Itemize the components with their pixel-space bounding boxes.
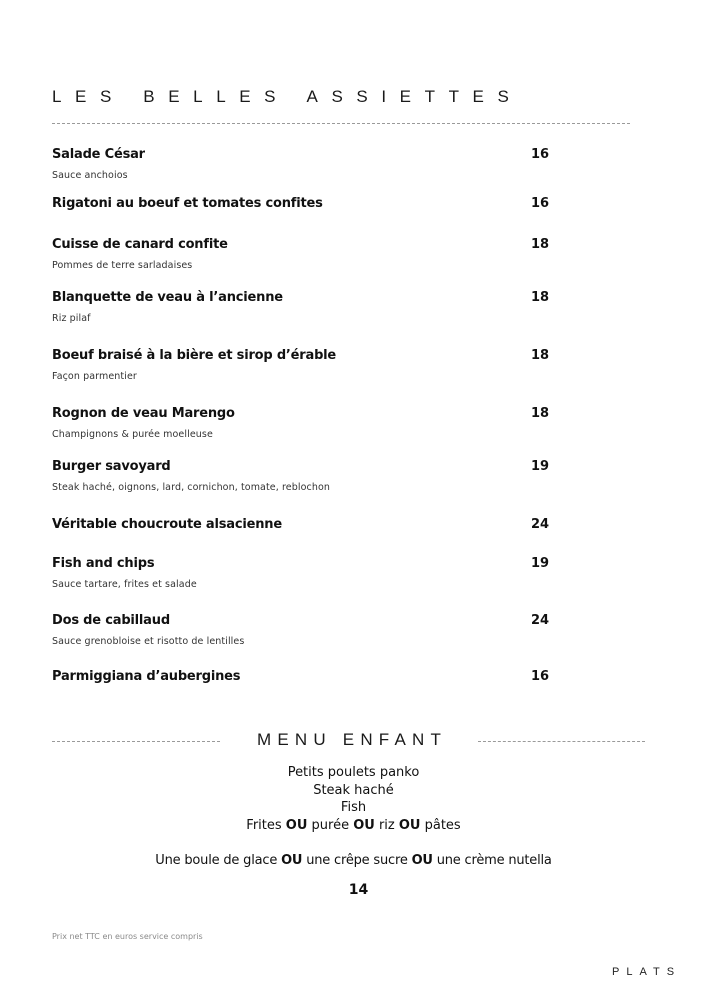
menu-item xyxy=(52,517,552,532)
menu-item-name: Boeuf braisé à la bière et sirop d’érable xyxy=(52,348,337,363)
menu-item-name: Cuisse de canard confite xyxy=(52,237,228,252)
section-divider xyxy=(52,123,630,124)
menu-enfant-price: 14 xyxy=(348,882,369,898)
menu-item xyxy=(52,348,552,382)
menu-item-description: Steak haché, oignons, lard, cornichon, tomate, reblochon xyxy=(52,482,330,493)
or-keyword: OU xyxy=(285,817,308,833)
or-keyword: OU xyxy=(353,817,375,833)
menu-enfant-header xyxy=(52,730,645,750)
menu-item-description: Sauce grenobloise et risotto de lentilles xyxy=(52,636,245,647)
menu-item-name: Fish and chips xyxy=(52,556,155,571)
menu-item-price: 18 xyxy=(530,237,550,252)
or-keyword: OU xyxy=(411,853,433,868)
price-footnote: Prix net TTC en euros service compris xyxy=(52,932,203,941)
or-keyword: OU xyxy=(398,817,421,833)
menu-enfant-title: MENU ENFANT xyxy=(257,730,448,749)
enfant-main-3: Fish xyxy=(340,800,367,815)
side-puree: purée xyxy=(307,817,354,833)
menu-item-price: 18 xyxy=(530,290,550,305)
menu-item-name: Burger savoyard xyxy=(52,459,171,474)
menu-item-name: Rognon de veau Marengo xyxy=(52,406,235,421)
page-label: PLATS xyxy=(612,966,682,978)
menu-item-description: Champignons & purée moelleuse xyxy=(52,429,213,440)
menu-enfant-choices xyxy=(0,764,707,834)
menu-item-price: 18 xyxy=(530,348,550,363)
menu-item xyxy=(52,459,552,493)
menu-item xyxy=(52,406,552,440)
enfant-main-1: Petits poulets panko xyxy=(287,765,420,780)
dessert-glace: Une boule de glace xyxy=(155,853,282,868)
menu-item-name: Dos de cabillaud xyxy=(52,613,170,628)
dessert-nutella: une crème nutella xyxy=(432,853,552,868)
menu-item-price: 19 xyxy=(530,459,550,474)
menu-item xyxy=(52,237,552,271)
menu-item-description: Sauce tartare, frites et salade xyxy=(52,579,197,590)
menu-item-description: Riz pilaf xyxy=(52,313,91,324)
menu-item-price: 18 xyxy=(530,406,550,421)
menu-item xyxy=(52,613,552,647)
menu-item-name: Parmiggiana d’aubergines xyxy=(52,669,241,684)
menu-item-price: 16 xyxy=(530,669,550,684)
menu-item-name: Blanquette de veau à l’ancienne xyxy=(52,290,283,305)
menu-item-price: 16 xyxy=(530,196,550,211)
menu-item-name: Salade César xyxy=(52,147,145,162)
or-keyword: OU xyxy=(281,853,303,868)
menu-item xyxy=(52,147,552,181)
menu-item-price: 24 xyxy=(530,517,550,532)
enfant-dessert xyxy=(0,853,707,868)
menu-item-name: Véritable choucroute alsacienne xyxy=(52,517,282,532)
menu-item-price: 24 xyxy=(530,613,550,628)
menu-item xyxy=(52,196,552,211)
side-pates: pâtes xyxy=(420,817,461,833)
menu-item-price: 16 xyxy=(530,147,550,162)
menu-item-description: Façon parmentier xyxy=(52,371,137,382)
menu-item-description: Pommes de terre sarladaises xyxy=(52,260,193,271)
section-title: LES BELLES ASSIETTES xyxy=(52,87,523,106)
divider-left xyxy=(52,741,220,742)
divider-right xyxy=(478,741,645,742)
menu-item xyxy=(52,669,552,684)
menu-item-price: 19 xyxy=(530,556,550,571)
side-riz: riz xyxy=(374,817,399,833)
enfant-sides xyxy=(0,817,707,835)
menu-item-name: Rigatoni au boeuf et tomates confites xyxy=(52,196,323,211)
menu-item-description: Sauce anchoios xyxy=(52,170,128,181)
menu-item xyxy=(52,556,552,590)
menu-item xyxy=(52,290,552,324)
enfant-main-2: Steak haché xyxy=(313,782,394,798)
dessert-crepe: une crêpe sucre xyxy=(302,853,412,868)
side-frites: Frites xyxy=(246,817,286,833)
